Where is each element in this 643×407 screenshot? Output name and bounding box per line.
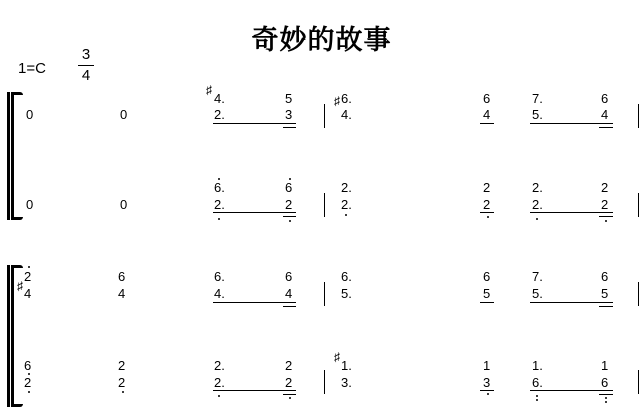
underline (213, 302, 296, 303)
underline (213, 212, 296, 213)
underline (213, 123, 296, 124)
note: 2 (601, 180, 609, 195)
note: 0 (26, 197, 34, 212)
note: 6 (285, 269, 293, 284)
underline (213, 390, 296, 391)
note: 4 (601, 107, 609, 122)
underline (530, 123, 613, 124)
underline (283, 306, 296, 307)
octave-dot-below (487, 393, 489, 395)
note: 4. (214, 286, 225, 301)
note: 3 (285, 107, 293, 122)
barline (324, 193, 325, 217)
note: 6. (214, 269, 225, 284)
note: 2. (214, 375, 225, 390)
octave-dot-below (289, 220, 291, 222)
note: 5. (532, 107, 543, 122)
octave-dot-above (289, 178, 291, 180)
underline (599, 216, 613, 217)
barline (638, 104, 639, 128)
note: 2 (601, 197, 609, 212)
octave-dot-below (218, 218, 220, 220)
underline (283, 394, 296, 395)
barline (324, 104, 325, 128)
note: 2 (118, 358, 126, 373)
octave-dot-below (345, 214, 347, 216)
key-signature: 1=C (18, 60, 46, 77)
note: 6 (118, 269, 126, 284)
barline (638, 282, 639, 306)
note: 5 (601, 286, 609, 301)
octave-dot-below (218, 395, 220, 397)
octave-dot-below (605, 397, 607, 399)
note: 6. (532, 375, 543, 390)
note: 1. (532, 358, 543, 373)
underline (530, 212, 613, 213)
note: 2 (24, 375, 32, 390)
note: 1 (483, 358, 491, 373)
octave-dot-below (605, 220, 607, 222)
note: 6. (341, 91, 352, 106)
note: 0 (120, 107, 128, 122)
time-signature (78, 46, 94, 84)
note: 3. (341, 375, 352, 390)
note: 2 (24, 269, 32, 284)
note: 2 (483, 180, 491, 195)
note: 6 (285, 180, 293, 195)
octave-dot-above (28, 266, 30, 268)
underline (480, 390, 494, 391)
underline (599, 127, 613, 128)
note: 4. (214, 91, 225, 106)
note: 2. (214, 358, 225, 373)
underline (283, 127, 296, 128)
sharp-sign: ♯ (17, 279, 23, 293)
score-title: 奇妙的故事 (251, 25, 392, 56)
note: 2 (285, 197, 293, 212)
note: 1 (601, 358, 609, 373)
note: 5. (532, 286, 543, 301)
note: 6 (601, 269, 609, 284)
time-signature-bottom: 4 (81, 67, 91, 84)
sharp-sign: ♯ (334, 94, 340, 108)
octave-dot-below (536, 395, 538, 397)
octave-dot-below (28, 391, 30, 393)
note: 5 (483, 286, 491, 301)
underline (530, 390, 613, 391)
underline (599, 394, 613, 395)
octave-dot-below (487, 216, 489, 218)
underline (480, 302, 494, 303)
time-signature-top: 3 (81, 46, 91, 63)
note: 2. (532, 180, 543, 195)
note: 2. (532, 197, 543, 212)
note: 2. (341, 197, 352, 212)
octave-dot-below (536, 399, 538, 401)
note: 6 (601, 91, 609, 106)
note: 2. (214, 107, 225, 122)
note: 2. (341, 180, 352, 195)
sharp-sign: ♯ (334, 350, 340, 364)
barline (638, 370, 639, 394)
note: 7. (532, 91, 543, 106)
underline (530, 302, 613, 303)
note: 4 (285, 286, 293, 301)
note: 6 (601, 375, 609, 390)
barline (638, 193, 639, 217)
note: 6 (483, 269, 491, 284)
octave-dot-below (536, 218, 538, 220)
note: 0 (26, 107, 34, 122)
note: 1. (341, 358, 352, 373)
note: 6. (214, 180, 225, 195)
note: 6 (24, 358, 32, 373)
octave-dot-below (605, 401, 607, 403)
note: 4 (118, 286, 126, 301)
note: 6 (483, 91, 491, 106)
octave-dot-below (289, 397, 291, 399)
octave-dot-above (218, 178, 220, 180)
note: 5. (341, 286, 352, 301)
note: 2. (214, 197, 225, 212)
underline (283, 216, 296, 217)
underline (480, 212, 494, 213)
note: 2 (483, 197, 491, 212)
underline (480, 123, 494, 124)
underline (599, 306, 613, 307)
note: 2 (285, 358, 293, 373)
note: 4 (24, 286, 32, 301)
sharp-sign: ♯ (206, 83, 212, 97)
note: 5 (285, 91, 293, 106)
note: 7. (532, 269, 543, 284)
note: 4 (483, 107, 491, 122)
barline (324, 370, 325, 394)
note: 4. (341, 107, 352, 122)
note: 6. (341, 269, 352, 284)
barline (324, 282, 325, 306)
note: 3 (483, 375, 491, 390)
time-signature-bar (78, 65, 94, 66)
octave-dot-below (122, 391, 124, 393)
note: 2 (285, 375, 293, 390)
note: 2 (118, 375, 126, 390)
note: 0 (120, 197, 128, 212)
